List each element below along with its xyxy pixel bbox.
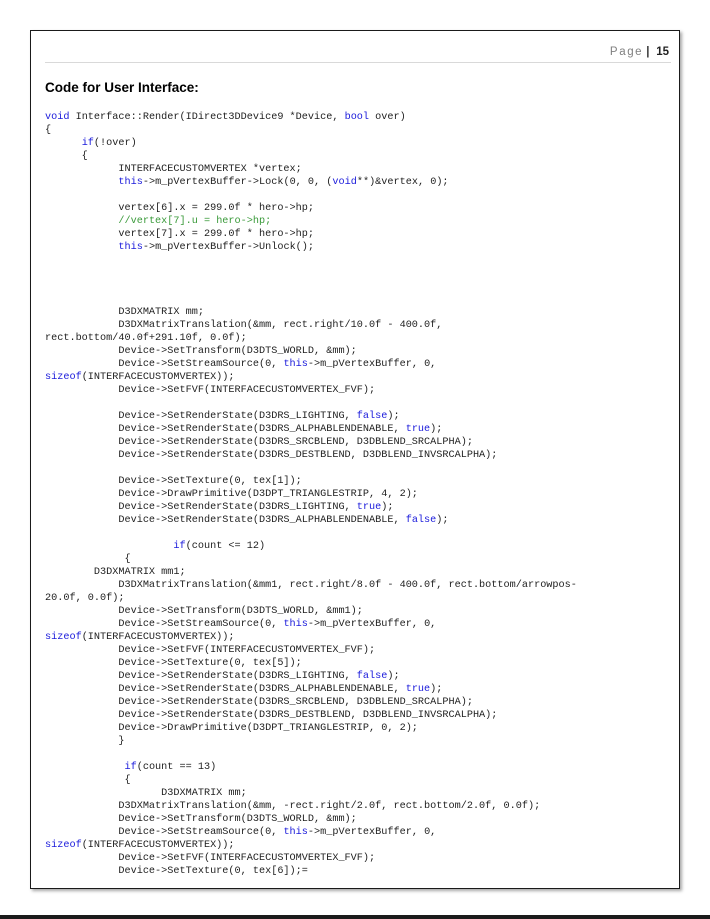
code-line: this->m_pVertexBuffer->Unlock(); [118, 242, 315, 253]
code-line: if(count == 13) [124, 762, 217, 773]
page-header [610, 46, 669, 58]
code-line: if(count <= 12) [173, 541, 266, 552]
code-line: Device->SetRenderState(D3DRS_SRCBLEND, D3DBLEND_SRCALPHA); [45, 697, 473, 708]
code-line: Device->SetRenderState(D3DRS_LIGHTING, true); [45, 502, 394, 513]
code-line: Device->SetRenderState(D3DRS_SRCBLEND, D3DBLEND_SRCALPHA); [45, 437, 473, 448]
code-line: if(!over) [81, 138, 137, 149]
code-line: rect.bottom/40.0f+291.10f, 0.0f); [45, 333, 247, 344]
code-line: vertex[6].x = 299.0f * hero->hp; [45, 203, 314, 214]
code-line: sizeof(INTERFACECUSTOMVERTEX)); [45, 632, 235, 643]
code-line: Device->SetRenderState(D3DRS_DESTBLEND, D3DBLEND_INVSRCALPHA); [45, 710, 498, 721]
code-line [45, 254, 577, 267]
code-line [45, 462, 577, 475]
document-page [30, 30, 680, 889]
code-line: Device->SetRenderState(D3DRS_LIGHTING, false); [45, 411, 400, 422]
code-line: Device->DrawPrimitive(D3DPT_TRIANGLESTRIP, 4, 2); [45, 489, 418, 500]
code-line: Device->SetStreamSource(0, this->m_pVertexBuffer, 0, [45, 619, 437, 630]
code-line: Device->SetRenderState(D3DRS_ALPHABLENDENABLE, true); [45, 684, 443, 695]
code-line: Device->SetFVF(INTERFACECUSTOMVERTEX_FVF); [45, 645, 376, 656]
code-line [45, 267, 577, 280]
code-line [45, 293, 577, 306]
code-line: { [45, 125, 52, 136]
section-title: Code for User Interface: [45, 80, 199, 95]
code-line: 20.0f, 0.0f); [45, 593, 125, 604]
window-bottom-edge [0, 915, 710, 919]
code-line [45, 189, 577, 202]
code-line: sizeof(INTERFACECUSTOMVERTEX)); [45, 372, 235, 383]
code-line: Device->SetFVF(INTERFACECUSTOMVERTEX_FVF); [45, 385, 376, 396]
code-line: Device->SetFVF(INTERFACECUSTOMVERTEX_FVF); [45, 853, 376, 864]
code-line: } [45, 736, 125, 747]
code-line: //vertex[7].u = hero->hp; [118, 216, 272, 227]
code-line: Device->SetStreamSource(0, this->m_pVertexBuffer, 0, [45, 827, 437, 838]
code-line [45, 280, 577, 293]
code-line: Device->SetRenderState(D3DRS_ALPHABLENDENABLE, true); [45, 424, 443, 435]
code-line: vertex[7].x = 299.0f * hero->hp; [45, 229, 314, 240]
code-line: Device->SetTexture(0, tex[6]);= [45, 866, 308, 877]
code-line: D3DXMATRIX mm1; [45, 567, 186, 578]
code-line: D3DXMatrixTranslation(&mm, -rect.right/2.0f, rect.bottom/2.0f, 0.0f); [45, 801, 541, 812]
code-line: Device->DrawPrimitive(D3DPT_TRIANGLESTRIP, 0, 2); [45, 723, 418, 734]
code-line: { [45, 775, 131, 786]
code-line: Device->SetRenderState(D3DRS_DESTBLEND, D3DBLEND_INVSRCALPHA); [45, 450, 498, 461]
code-line: void Interface::Render(IDirect3DDevice9 *Device, bool over) [45, 112, 406, 123]
code-line: Device->SetTransform(D3DTS_WORLD, &mm1); [45, 606, 363, 617]
code-line: { [45, 151, 88, 162]
code-line: D3DXMatrixTranslation(&mm1, rect.right/8.0f - 400.0f, rect.bottom/arrowpos- [45, 580, 577, 591]
code-line: this->m_pVertexBuffer->Lock(0, 0, (void**)&vertex, 0); [118, 177, 449, 188]
code-line: Device->SetStreamSource(0, this->m_pVertexBuffer, 0, [45, 359, 437, 370]
code-line: Device->SetTransform(D3DTS_WORLD, &mm); [45, 346, 357, 357]
code-line: Device->SetTexture(0, tex[1]); [45, 476, 302, 487]
code-line: Device->SetRenderState(D3DRS_ALPHABLENDENABLE, false); [45, 515, 449, 526]
code-line: Device->SetTransform(D3DTS_WORLD, &mm); [45, 814, 357, 825]
page-separator: | [646, 46, 650, 58]
code-line: D3DXMATRIX mm; [45, 307, 204, 318]
header-rule [45, 62, 671, 63]
code-line [45, 748, 577, 761]
code-line: D3DXMATRIX mm; [45, 788, 247, 799]
code-line: sizeof(INTERFACECUSTOMVERTEX)); [45, 840, 235, 851]
code-block [45, 111, 577, 878]
code-line [45, 527, 577, 540]
page-number: 15 [656, 46, 669, 58]
code-line: Device->SetRenderState(D3DRS_LIGHTING, false); [45, 671, 400, 682]
code-line: D3DXMatrixTranslation(&mm, rect.right/10.0f - 400.0f, [45, 320, 443, 331]
page-label: Page [609, 46, 644, 58]
code-line: { [45, 554, 131, 565]
code-line [45, 397, 577, 410]
code-line: INTERFACECUSTOMVERTEX *vertex; [45, 164, 302, 175]
code-line: Device->SetTexture(0, tex[5]); [45, 658, 302, 669]
